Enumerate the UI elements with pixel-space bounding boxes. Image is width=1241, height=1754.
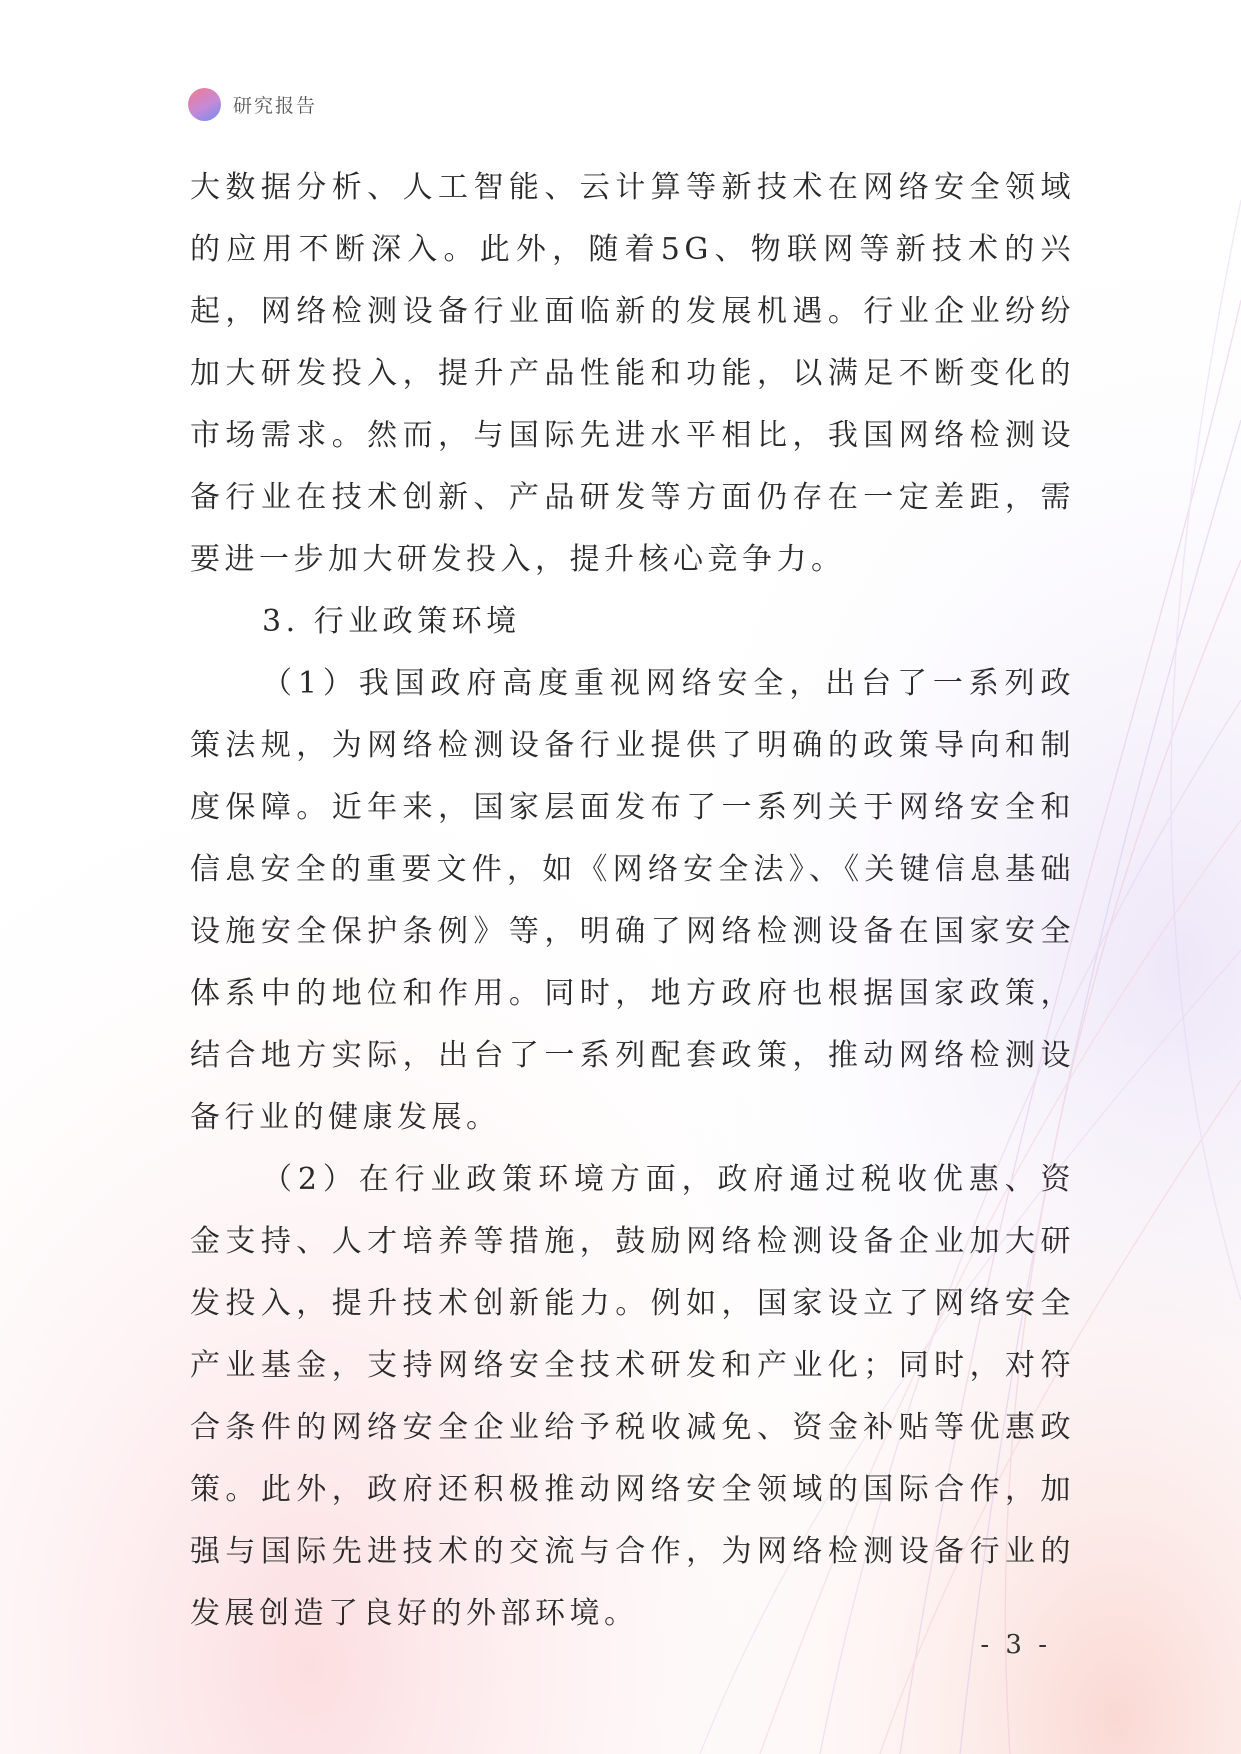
report-header: [188, 88, 317, 121]
section-heading-policy-environment: 3. 行业政策环境: [262, 604, 521, 639]
document-body: [190, 157, 1075, 1645]
paragraph-tech-trends: 大数据分析、人工智能、云计算等新技术在网络安全领域的应用不断深入。此外，随着5G、物联网等新技术的兴起，网络检测设备行业面临新的发展机遇。行业企业纷纷加大研发投入，提升产品性能和功能，以满足不断变化的市场需求。然而，与国际先进水平相比，我国网络检测设备行业在技术创新、产品研发等方面仍存在一定差距，需要进一步加大研发投入，提升核心竞争力。: [190, 170, 1075, 577]
report-logo-icon: [188, 88, 221, 121]
paragraph-policy-1: （1）我国政府高度重视网络安全，出台了一系列政策法规，为网络检测设备行业提供了明确的政策导向和制度保障。近年来，国家层面发布了一系列关于网络安全和信息安全的重要文件，如《网络安全法》、《关键信息基础设施安全保护条例》等，明确了网络检测设备在国家安全体系中的地位和作用。同时，地方政府也根据国家政策，结合地方实际，出台了一系列配套政策，推动网络检测设备行业的健康发展。: [190, 666, 1075, 1135]
page-number: - 3 -: [980, 1630, 1051, 1660]
paragraph-policy-2: （2）在行业政策环境方面，政府通过税收优惠、资金支持、人才培养等措施，鼓励网络检测设备企业加大研发投入，提升技术创新能力。例如，国家设立了网络安全产业基金，支持网络安全技术研发和产业化；同时，对符合条件的网络安全企业给予税收减免、资金补贴等优惠政策。此外，政府还积极推动网络安全领域的国际合作，加强与国际先进技术的交流与合作，为网络检测设备行业的发展创造了良好的外部环境。: [190, 1162, 1075, 1631]
header-title: 研究报告: [233, 95, 318, 117]
